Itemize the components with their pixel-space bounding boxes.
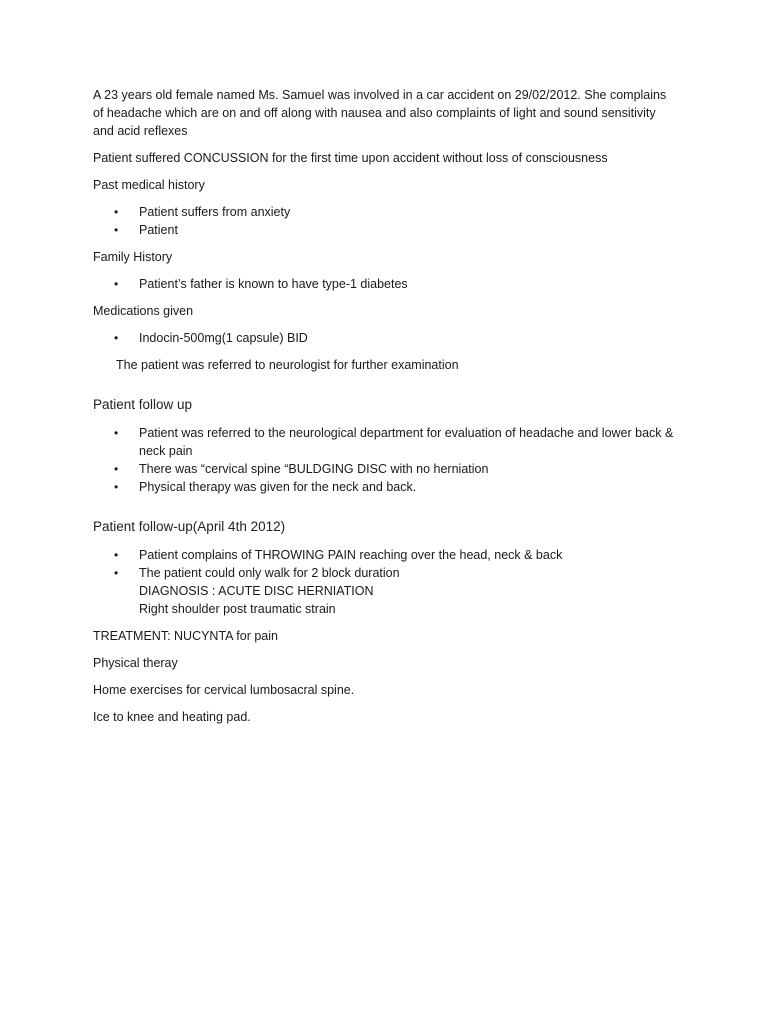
list-item: • Indocin-500mg(1 capsule) BID (93, 329, 678, 347)
medications-list (93, 329, 678, 347)
list-item-text: • The patient could only walk for 2 block duration (139, 566, 400, 580)
list-item: • Physical therapy was given for the neck and back. (93, 478, 678, 496)
family-history-list (93, 275, 678, 293)
family-history-heading: Family History (93, 250, 173, 264)
list-item (93, 564, 678, 618)
intro-paragraph: A 23 years old female named Ms. Samuel was involved in a car accident on 29/02/2012. She complains of headache which are on and off along with nausea and also complaints of light and sound sensitivity and acid reflexes (93, 88, 667, 138)
list-item: • Patient (93, 221, 678, 239)
medications-heading: Medications given (93, 304, 194, 318)
list-item: • Patient suffers from anxiety (93, 203, 678, 221)
past-history-heading: Past medical history (93, 178, 205, 192)
treatment-line: TREATMENT: NUCYNTA for pain (93, 629, 278, 643)
list-item: • There was “cervical spine “BULDGING DISC with no herniation (93, 460, 678, 478)
follow-up-list (93, 424, 678, 496)
document-body (93, 86, 678, 735)
diagnosis-line: Right shoulder post traumatic strain (139, 602, 336, 616)
follow-up-april-list (93, 546, 678, 618)
list-item: • Patient’s father is known to have type-1 diabetes (93, 275, 678, 293)
diagnosis-line: DIAGNOSIS : ACUTE DISC HERNIATION (139, 584, 374, 598)
treatment-line: Physical theray (93, 656, 178, 670)
treatment-line: Ice to knee and heating pad. (93, 710, 251, 724)
follow-up-april-heading: Patient follow-up(April 4th 2012) (93, 519, 286, 534)
referral-note: The patient was referred to neurologist for further examination (116, 358, 459, 372)
list-item: • Patient complains of THROWING PAIN reaching over the head, neck & back (93, 546, 678, 564)
concussion-paragraph: Patient suffered CONCUSSION for the first time upon accident without loss of consciousness (93, 151, 608, 165)
treatment-line: Home exercises for cervical lumbosacral spine. (93, 683, 355, 697)
list-item: • Patient was referred to the neurological department for evaluation of headache and lower back & neck pain (93, 424, 678, 460)
follow-up-heading: Patient follow up (93, 397, 193, 412)
past-history-list (93, 203, 678, 239)
